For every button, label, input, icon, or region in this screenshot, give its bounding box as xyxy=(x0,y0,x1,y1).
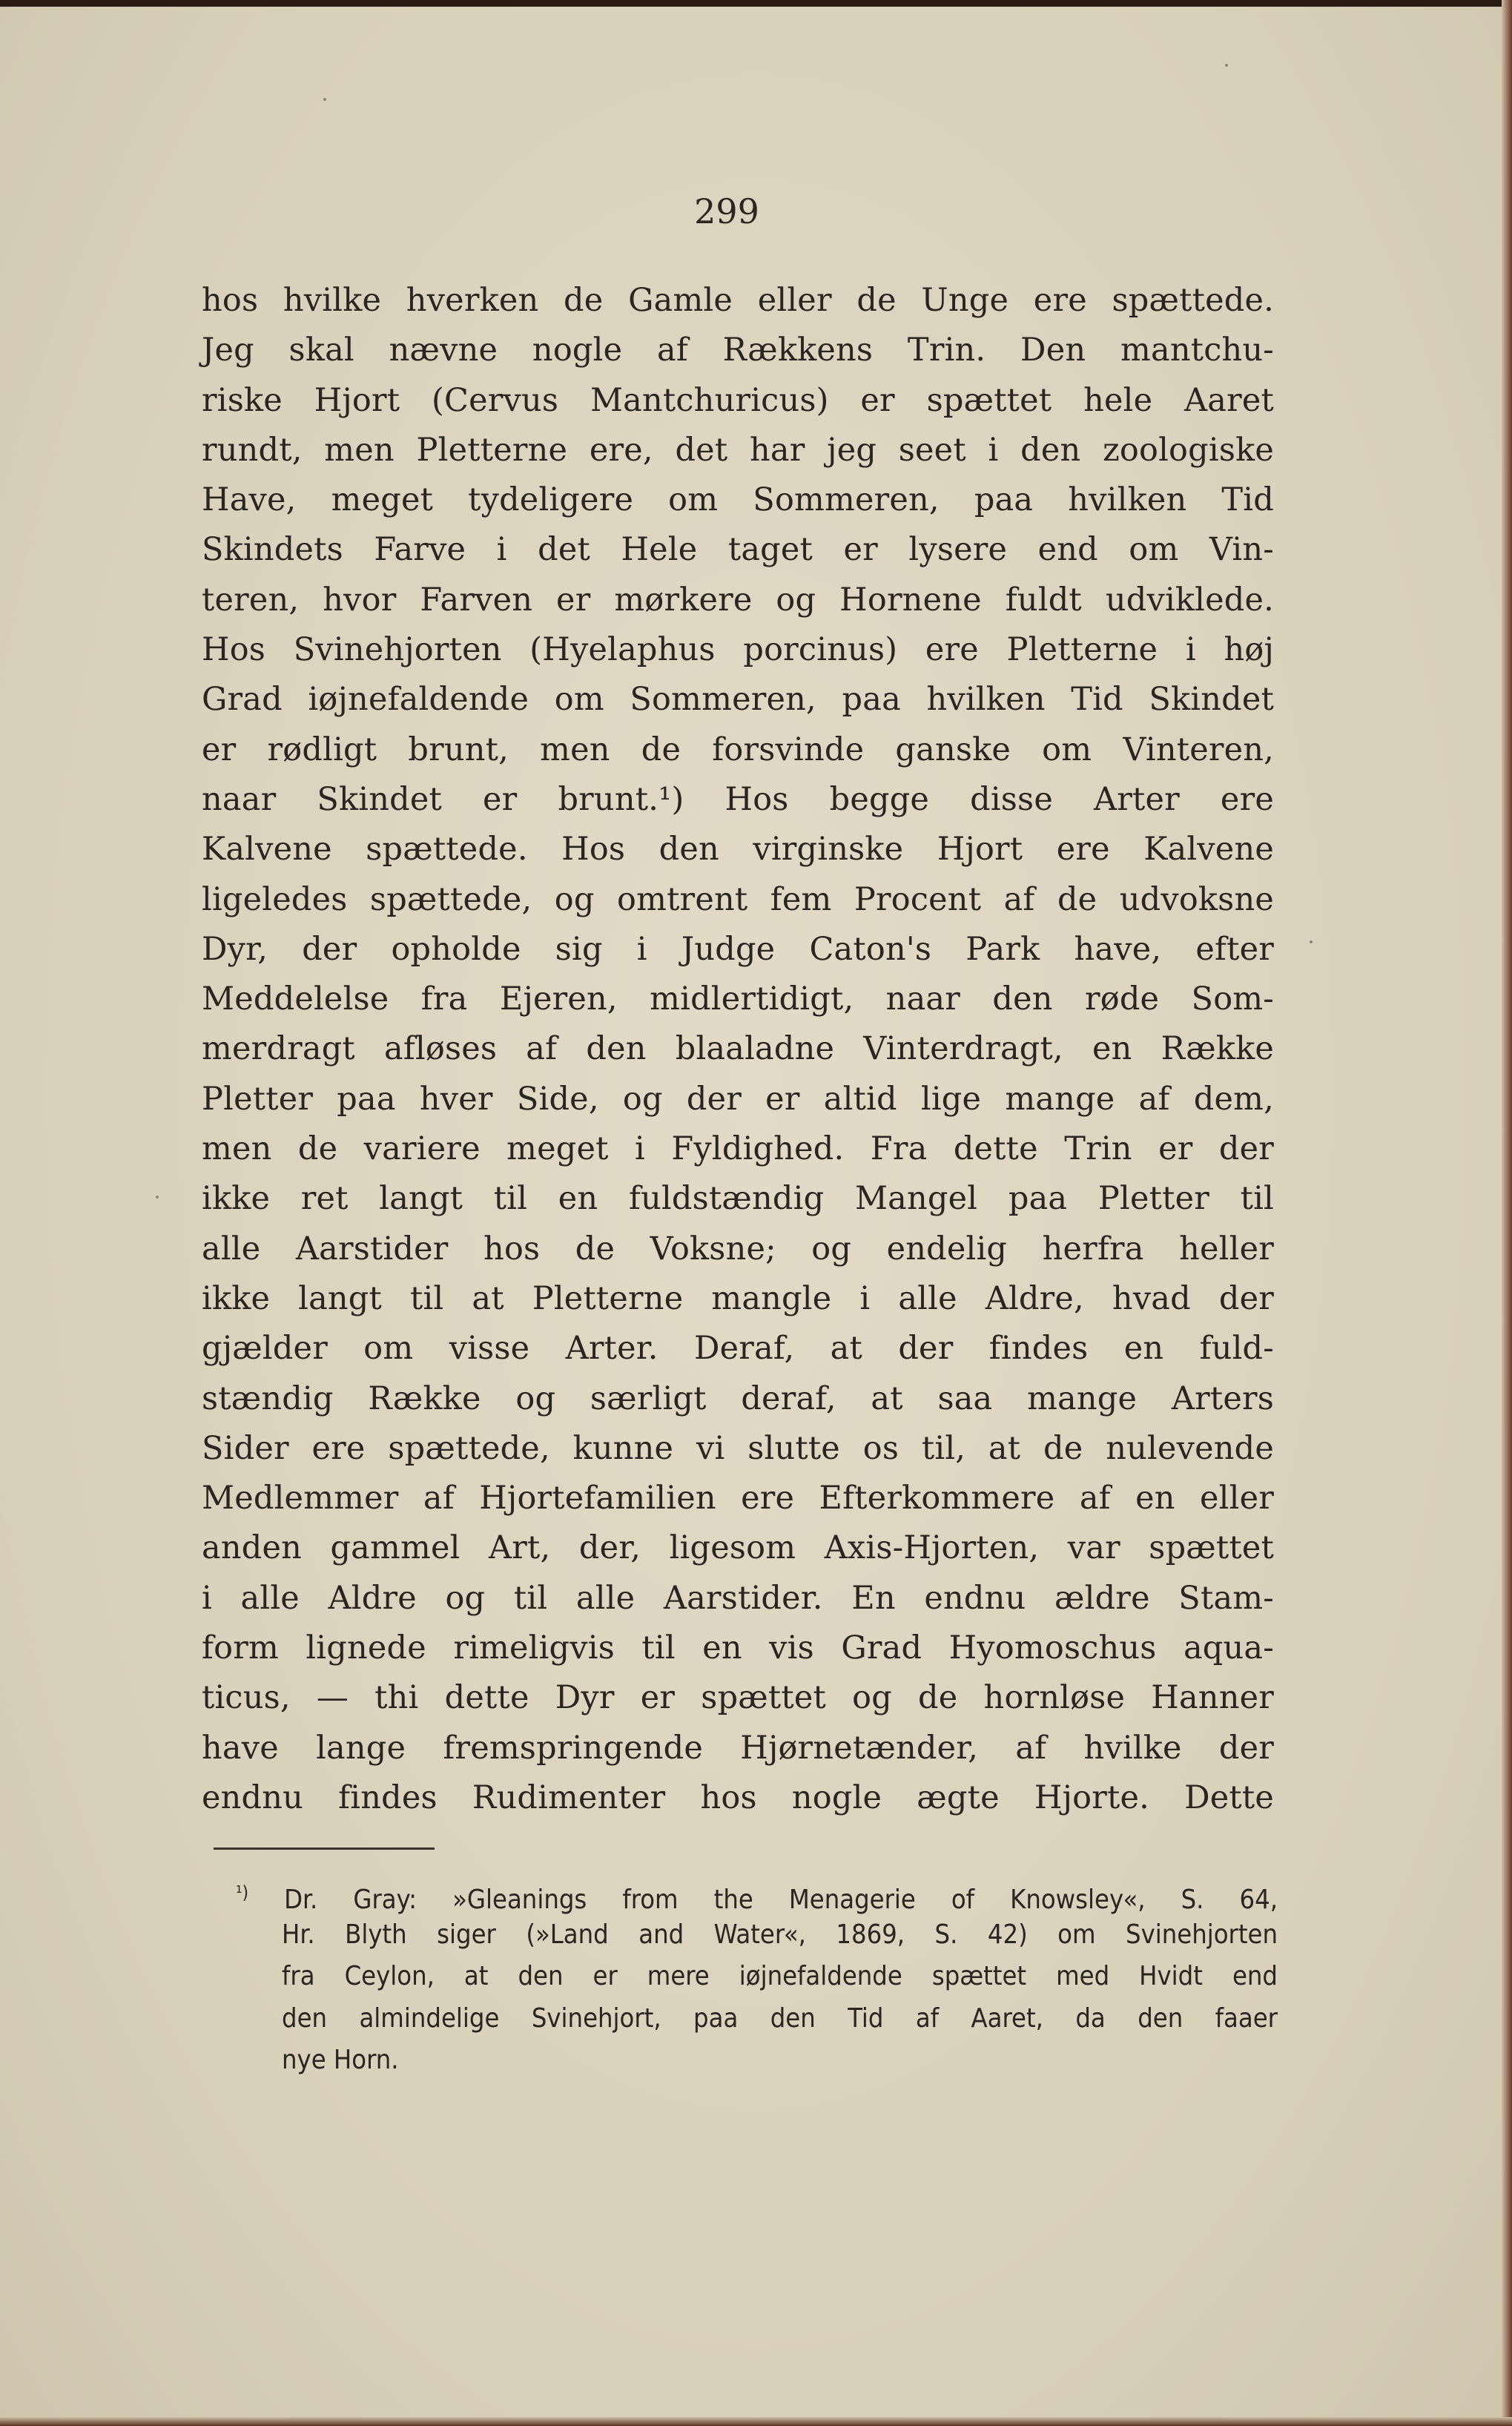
paper-speck xyxy=(156,1196,159,1199)
text-line: Dyr, der opholde sig i Judge Caton's Park have, efter xyxy=(202,930,1274,968)
text-line: Have, meget tydeligere om Sommeren, paa hvilken Tid xyxy=(202,481,1274,519)
text-line: alle Aarstider hos de Voksne; og endelig herfra heller xyxy=(202,1230,1274,1268)
page-bottom-edge xyxy=(0,2417,1512,2426)
footnote-line-text: Dr. Gray: »Gleanings from the Menagerie of Knowsley«, S. 64, xyxy=(284,1885,1278,1915)
text-line: Jeg skal nævne nogle af Rækkens Trin. Den mantchu- xyxy=(202,332,1274,369)
footnote-line: nye Horn. xyxy=(282,2045,399,2075)
footnote-line xyxy=(236,1872,1278,1914)
page-right-edge xyxy=(1502,0,1512,2426)
text-line: merdragt afløses af den blaaladne Vinterdragt, en Række xyxy=(202,1030,1274,1068)
text-line: i alle Aldre og til alle Aarstider. En endnu ældre Stam- xyxy=(202,1579,1274,1617)
text-line: gjælder om visse Arter. Deraf, at der findes en fuld- xyxy=(202,1330,1274,1368)
text-line: Hos Svinehjorten (Hyelaphus porcinus) ere Pletterne i høj xyxy=(202,631,1274,669)
text-line: rundt, men Pletterne ere, det har jeg seet i den zoologiske xyxy=(202,431,1274,469)
text-line: Meddelelse fra Ejeren, midlertidigt, naar den røde Som- xyxy=(202,980,1274,1018)
footnote-line: den almindelige Svinehjort, paa den Tid af Aaret, da den faaer xyxy=(282,2003,1278,2034)
paper-speck xyxy=(1310,940,1313,943)
footnote-line: fra Ceylon, at den er mere iøjnefaldende spættet med Hvidt end xyxy=(282,1961,1278,1991)
text-line: ligeledes spættede, og omtrent fem Procent af de udvoksne xyxy=(202,880,1274,918)
text-line: Medlemmer af Hjortefamilien ere Efterkommere af en eller xyxy=(202,1480,1274,1517)
text-line: ticus, — thi dette Dyr er spættet og de hornløse Hanner xyxy=(202,1679,1274,1717)
text-line: Pletter paa hver Side, og der er altid lige mange af dem, xyxy=(202,1080,1274,1118)
footnote-marker: ¹) xyxy=(236,1882,249,1903)
page-number: 299 xyxy=(694,191,759,231)
text-line: Grad iøjnefaldende om Sommeren, paa hvilken Tid Skindet xyxy=(202,681,1274,719)
text-line: men de variere meget i Fyldighed. Fra dette Trin er der xyxy=(202,1130,1274,1168)
text-line: Skindets Farve i det Hele taget er lysere end om Vin- xyxy=(202,531,1274,569)
main-text xyxy=(202,276,1274,1823)
text-line: anden gammel Art, der, ligesom Axis-Hjorten, var spættet xyxy=(202,1529,1274,1567)
footnote-line: Hr. Blyth siger (»Land and Water«, 1869, S. 42) om Svinehjorten xyxy=(282,1919,1278,1950)
text-line: Kalvene spættede. Hos den virginske Hjort ere Kalvene xyxy=(202,831,1274,868)
text-line: endnu findes Rudimenter hos nogle ægte Hjorte. Dette xyxy=(202,1779,1274,1816)
page-top-edge xyxy=(0,0,1512,7)
text-line: riske Hjort (Cervus Mantchuricus) er spættet hele Aaret xyxy=(202,381,1274,419)
text-line: ikke langt til at Pletterne mangle i alle Aldre, hvad der xyxy=(202,1279,1274,1317)
text-line: er rødligt brunt, men de forsvinde ganske om Vinteren, xyxy=(202,731,1274,768)
footnote-divider xyxy=(214,1847,435,1850)
paper-speck xyxy=(323,98,326,101)
text-line: ikke ret langt til en fuldstændig Mangel paa Pletter til xyxy=(202,1180,1274,1218)
text-line: stændig Række og særligt deraf, at saa mange Arters xyxy=(202,1380,1274,1417)
text-line: Sider ere spættede, kunne vi slutte os til, at de nulevende xyxy=(202,1429,1274,1467)
text-line: hos hvilke hverken de Gamle eller de Unge ere spættede. xyxy=(202,282,1274,319)
text-line: form lignede rimeligvis til en vis Grad Hyomoschus aqua- xyxy=(202,1629,1274,1667)
text-line: have lange fremspringende Hjørnetænder, af hvilke der xyxy=(202,1729,1274,1767)
text-line: naar Skindet er brunt.¹) Hos begge disse Arter ere xyxy=(202,780,1274,818)
text-line: teren, hvor Farven er mørkere og Hornene fuldt udviklede. xyxy=(202,581,1274,619)
paper-speck xyxy=(1225,64,1228,67)
footnote xyxy=(236,1872,1278,2082)
